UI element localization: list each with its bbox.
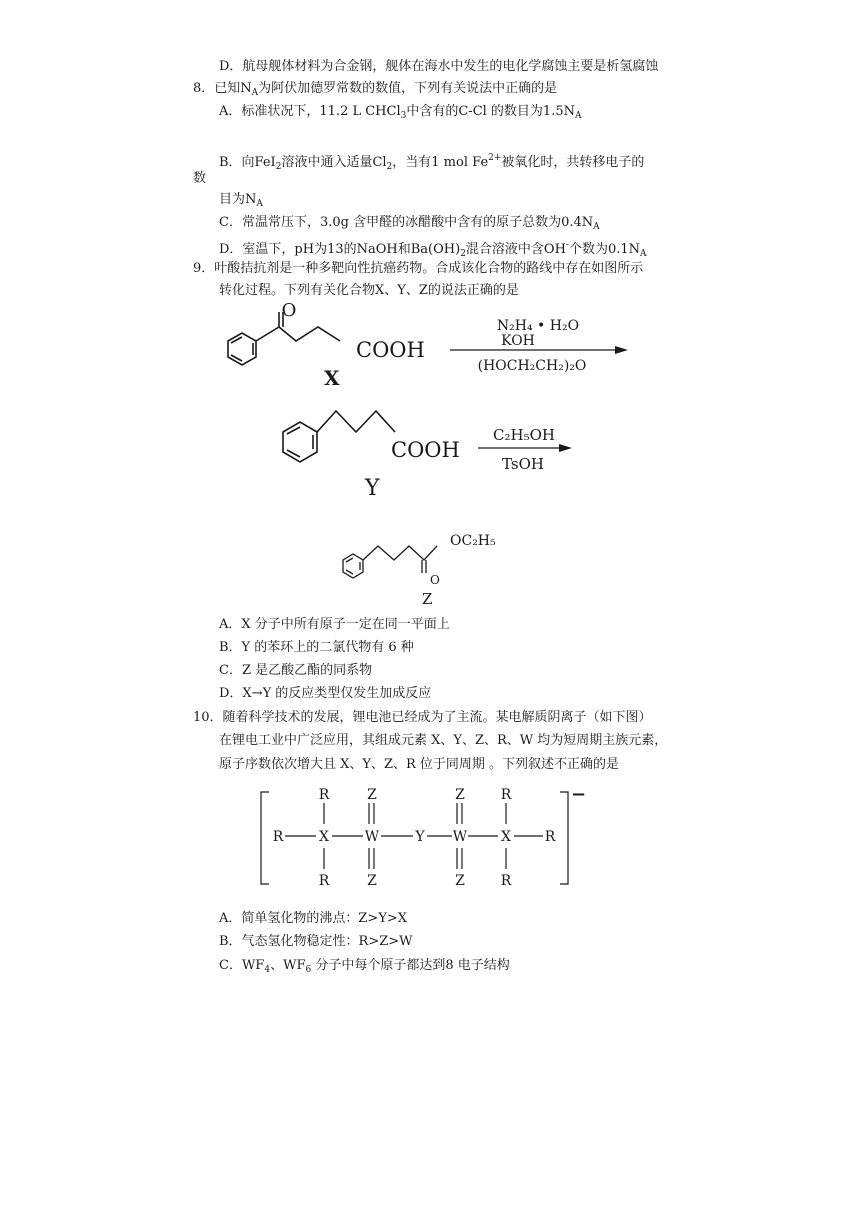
q9-option-b: B．Y 的苯环上的二氯代物有 6 种 — [219, 640, 414, 655]
q9-stem-1: 9．叶酸拮抗剂是一种多靶向性抗癌药物。合成该化合物的路线中存在如图所示 — [193, 261, 644, 276]
svg-text:R: R — [500, 787, 512, 803]
z-carbonyl-o: O — [430, 573, 440, 587]
q8-stem: 8．已知$N_A$为阿伏加德罗常数的数值，下列有关说法中正确的是 — [193, 81, 558, 98]
reagent-2-top: C₂H₅OH — [493, 426, 555, 444]
reagent-1-base: KOH — [501, 333, 535, 349]
anion-charge: − — [571, 784, 587, 805]
q8-option-b: B．向FeI$_2$溶液中通入适量$Cl_2$，当有1 mol $Fe^{2+}$被氧化时，共转移电子的 — [219, 153, 645, 172]
svg-text:R: R — [272, 829, 284, 845]
y-label: Y — [365, 476, 380, 501]
svg-text:X: X — [501, 829, 511, 845]
svg-text:Z: Z — [367, 787, 377, 803]
reagent-1-solvent: (HOCH₂CH₂)₂O — [477, 358, 587, 374]
q10-option-a: A．简单氢化物的沸点：Z>Y>X — [219, 911, 408, 926]
x-carbonyl-o: O — [281, 300, 297, 321]
q10-option-c: C．$WF_4$、$WF_6$ 分子中每个原子都达到8 电子结构 — [219, 958, 510, 975]
q9-option-d: D．X→Y 的反应类型仅发生加成反应 — [219, 686, 432, 701]
svg-text:R: R — [318, 873, 330, 889]
q8-option-b-cont: 目为$N_A$ — [219, 192, 263, 209]
q10-stem-3: 原子序数依次增大且 X、Y、Z、R 位于同周期 。下列叙述不正确的是 — [219, 757, 620, 772]
z-label: Z — [422, 590, 433, 608]
reagent-1-top: N₂H₄ • H₂O — [496, 318, 580, 334]
z-ethoxy: OC₂H₅ — [450, 533, 496, 549]
q9-option-c: C．Z 是乙酸乙酯的同系物 — [219, 663, 373, 678]
svg-text:W: W — [364, 829, 380, 845]
x-label: X — [324, 366, 340, 390]
q7-option-d: D．航母舰体材料为合金钢，舰体在海水中发生的电化学腐蚀主要是析氢腐蚀 — [219, 59, 659, 74]
q8-option-b-wrap: 数 — [193, 171, 207, 186]
q8-option-c: C．常温常压下，3.0g 含甲醛的冰醋酸中含有的原子总数为$0.4N_A$ — [219, 215, 600, 232]
x-cooh: COOH — [356, 338, 425, 362]
svg-text:X: X — [319, 829, 329, 845]
q9-stem-2: 转化过程。下列有关化合物X、Y、Z的说法正确的是 — [219, 283, 519, 298]
q10-option-b: B．气态氢化物稳定性：R>Z>W — [219, 934, 413, 949]
svg-text:R: R — [318, 787, 330, 803]
y-cooh: COOH — [391, 438, 460, 462]
reagent-2-bottom: TsOH — [502, 455, 544, 473]
svg-text:Z: Z — [367, 873, 377, 889]
q8-option-a: A．标准状况下，11.2 L CHCl$_3$中含有的C-Cl 的数目为$1.5N_A$ — [219, 104, 582, 121]
q10-stem-2: 在锂电工业中广泛应用，其组成元素 X、Y、Z、R、W 均为短周期主族元素， — [219, 733, 668, 748]
svg-text:Z: Z — [455, 873, 465, 889]
svg-text:R: R — [500, 873, 512, 889]
svg-text:R: R — [544, 829, 556, 845]
q8-option-d: D．室温下，pH为13的NaOH和$Ba(OH)_2$混合溶液中含OH-个数为$0.1N_A$ — [219, 240, 647, 259]
q9-option-a: A．X 分子中所有原子一定在同一平面上 — [219, 617, 450, 632]
q10-stem-1: 10．随着科学技术的发展，锂电池已经成为了主流。某电解质阴离子（如下图） — [193, 710, 652, 725]
svg-text:W: W — [452, 829, 468, 845]
svg-text:Z: Z — [455, 787, 465, 803]
svg-text:Y: Y — [415, 829, 425, 845]
